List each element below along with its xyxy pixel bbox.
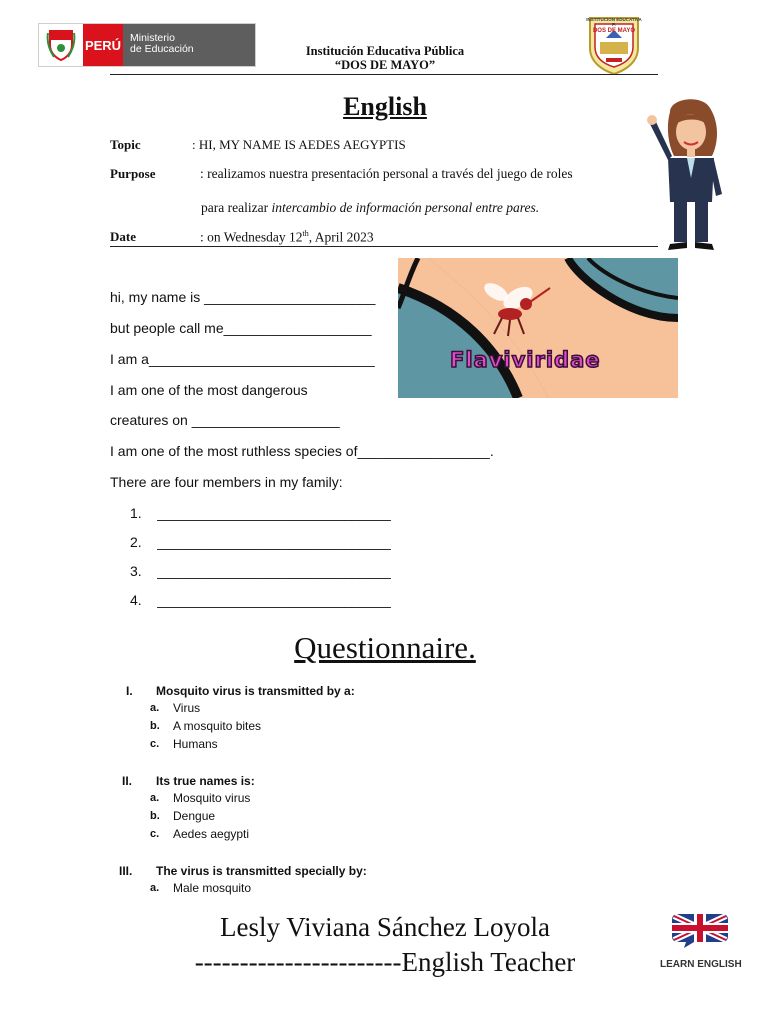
uk-flag-speech-icon [672, 910, 732, 950]
question-text: Mosquito virus is transmitted by a: [156, 684, 355, 698]
ministry-country: PERÚ [83, 24, 123, 66]
purpose-label: Purpose [110, 166, 156, 181]
family-item: 4. ______________________________ [130, 592, 391, 608]
school-title: “DOS DE MAYO” [334, 58, 436, 72]
family-item: 1. ______________________________ [130, 505, 391, 521]
option-letter: c. [150, 738, 160, 750]
learn-english-logo [660, 910, 750, 970]
option-letter: b. [150, 720, 160, 732]
purpose-value-2: para realizar intercambio de información personal entre pares. [201, 200, 540, 215]
peru-shield-icon [39, 24, 83, 64]
school-crest-icon [586, 14, 642, 81]
question-number: II. [122, 774, 133, 788]
ministry-name: Ministerio de Educación [123, 24, 255, 66]
crest-name-text: DOS DE MAYO [592, 28, 636, 34]
option-letter: c. [150, 828, 160, 840]
header-rule [110, 74, 658, 75]
purpose-value: : realizamos nuestra presentación personal a través del juego de roles [200, 166, 573, 181]
option-text: Mosquito virus [173, 791, 251, 805]
question-text: Its true names is: [156, 774, 255, 788]
questionnaire-title: Questionnaire. [294, 630, 476, 665]
teacher-role: -----------------------English Teacher [194, 947, 576, 977]
option-text: Dengue [173, 809, 216, 823]
ministry-logo [38, 23, 256, 67]
option-text: Virus [173, 701, 201, 715]
option-letter: a. [150, 792, 160, 804]
crest-top-text: INSTITUCION EDUCATIVA P. [586, 17, 642, 27]
date-label: Date [110, 229, 136, 244]
option-text: Male mosquito [173, 881, 252, 895]
option-letter: a. [150, 882, 160, 894]
fill-line-family: There are four members in my family: [110, 474, 343, 490]
image-caption: Flaviviridae [450, 348, 601, 372]
mosquito-image [398, 258, 678, 398]
fill-line-species: I am one of the most ruthless species of_________________. [110, 443, 494, 459]
fill-line-nickname: but people call me___________________ [110, 320, 372, 336]
page-title: English [343, 92, 427, 121]
question-number: I. [126, 684, 133, 698]
teacher-avatar-icon [640, 94, 730, 259]
school-name: Institución Educativa Pública [305, 44, 465, 58]
meta-rule [110, 246, 658, 247]
topic-label: Topic [110, 137, 141, 152]
option-letter: a. [150, 702, 160, 714]
option-text: Aedes aegypti [173, 827, 250, 841]
date-value: : on Wednesday 12th, April 2023 [200, 229, 374, 245]
learn-english-text: LEARN ENGLISH [660, 959, 742, 970]
teacher-name: Lesly Viviana Sánchez Loyola [219, 912, 551, 942]
fill-line-i-am: I am a_____________________________ [110, 351, 375, 367]
family-item: 2. ______________________________ [130, 534, 391, 550]
topic-value: : HI, MY NAME IS AEDES AEGYPTIS [192, 137, 406, 152]
fill-line-dangerous: I am one of the most dangerous [110, 382, 308, 398]
option-text: Humans [173, 737, 218, 751]
option-text: A mosquito bites [173, 719, 262, 733]
family-item: 3. ______________________________ [130, 563, 391, 579]
question-number: III. [119, 864, 133, 878]
fill-line-creatures: creatures on ___________________ [110, 412, 340, 428]
fill-line-name: hi, my name is ______________________ [110, 289, 376, 305]
option-letter: b. [150, 810, 160, 822]
question-text: The virus is transmitted specially by: [156, 864, 367, 878]
